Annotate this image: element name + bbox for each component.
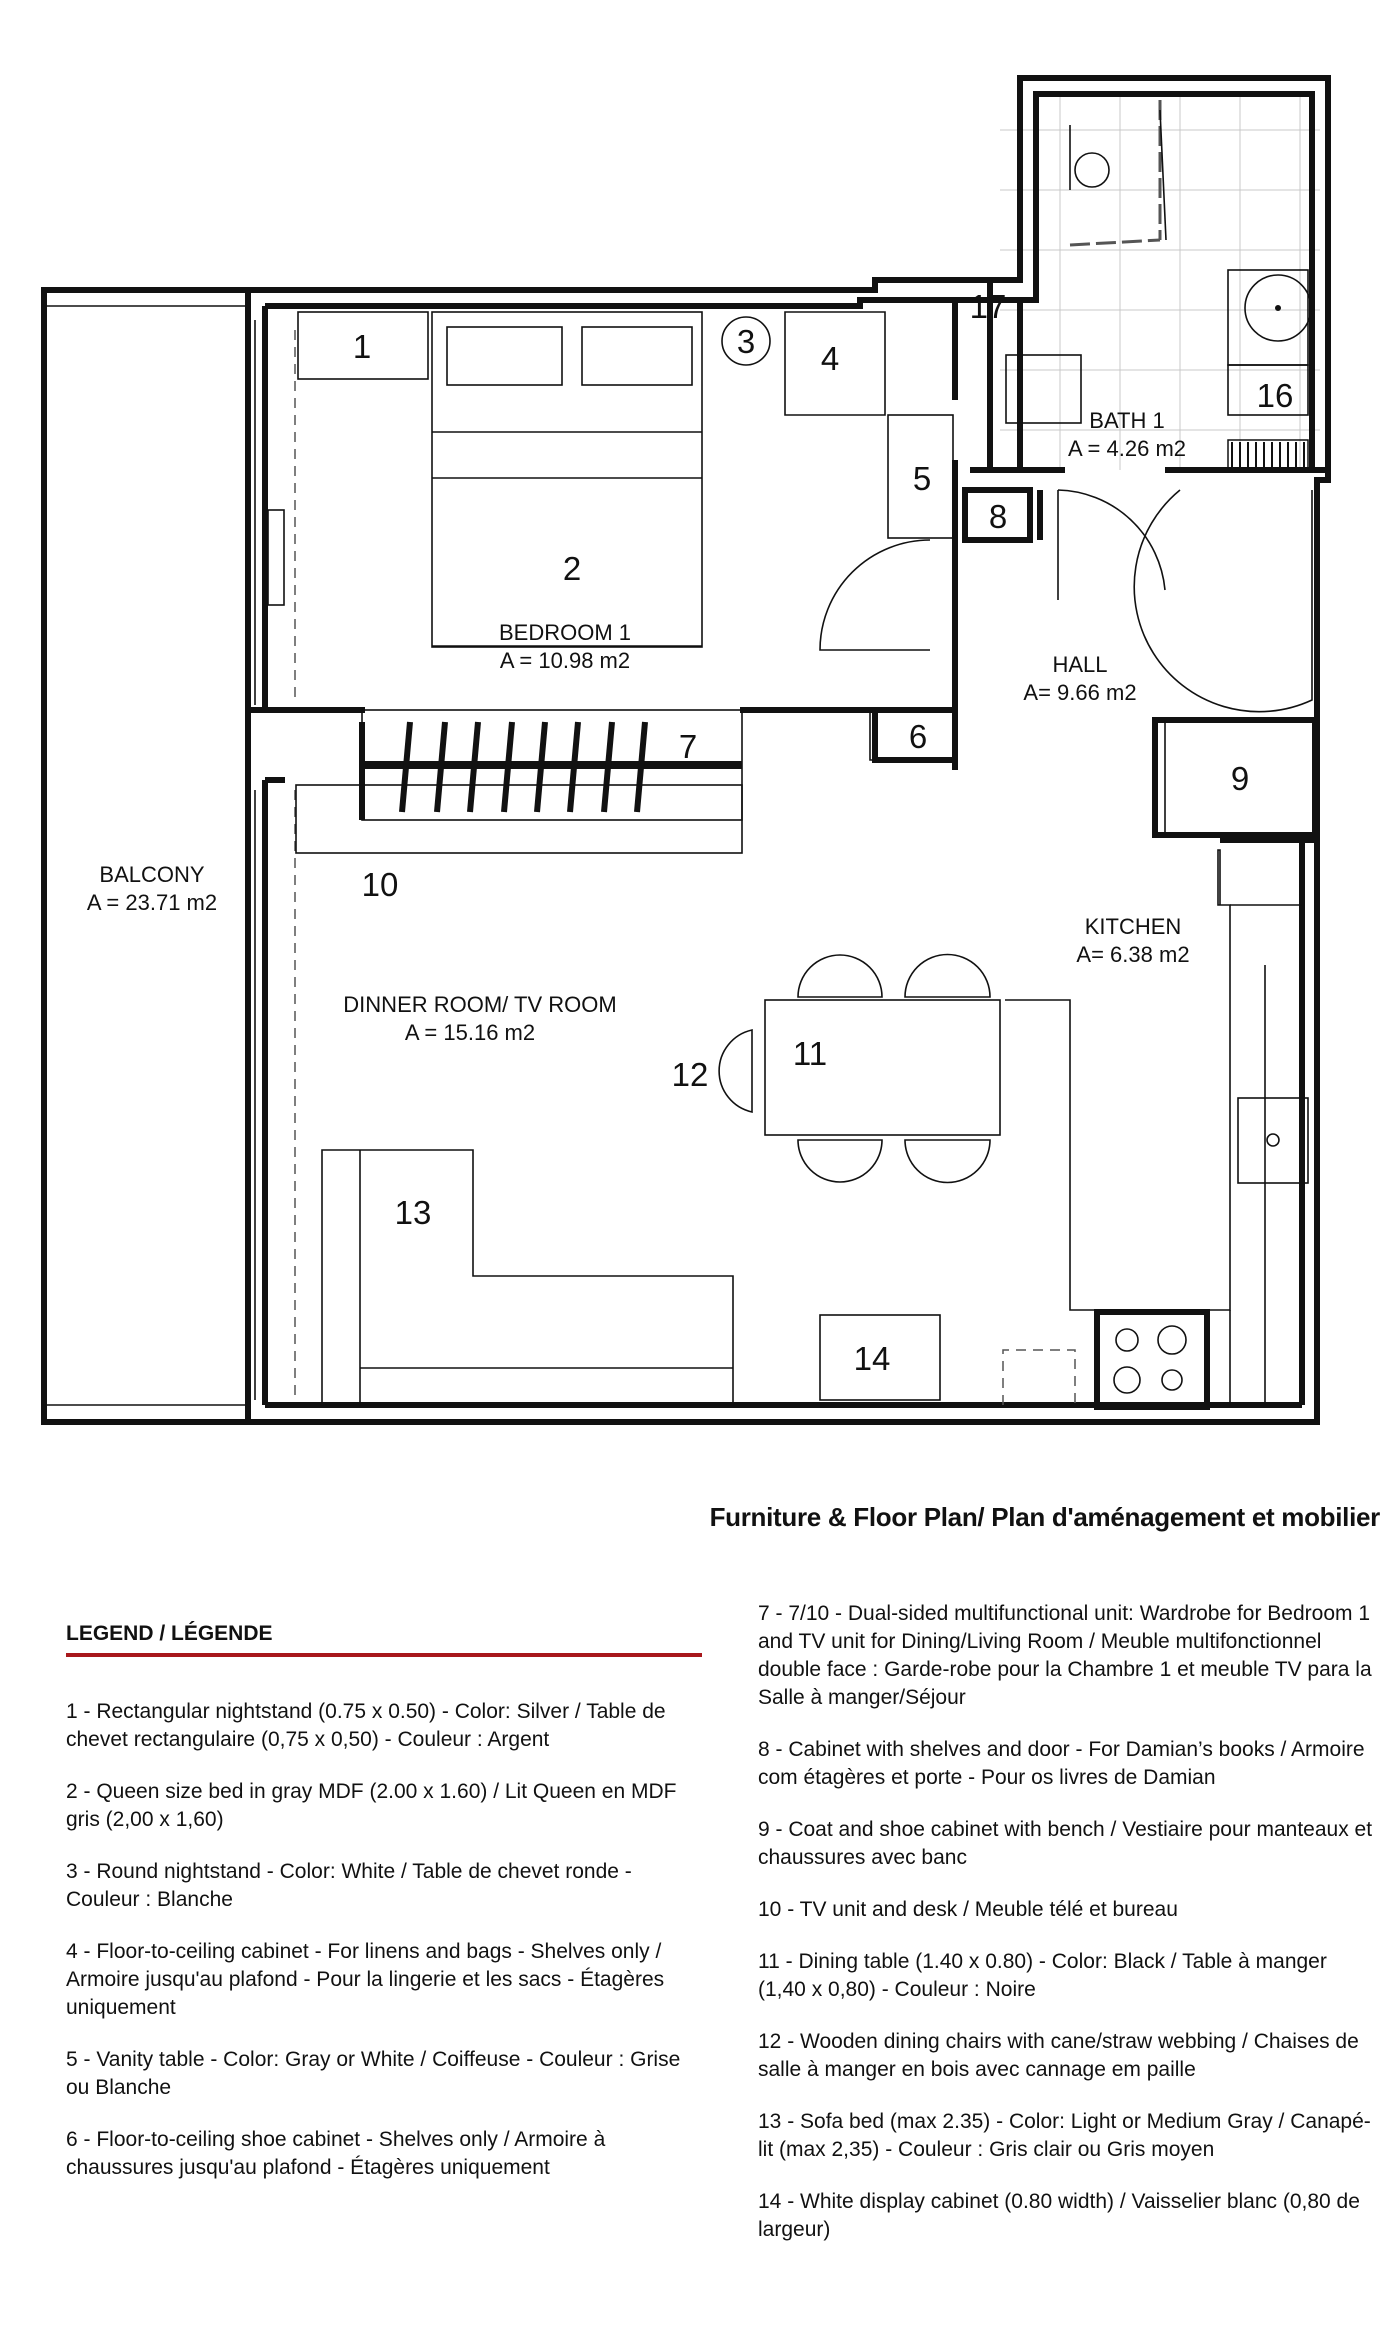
wardrobe-unit [362,710,742,820]
legend-item: 7 - 7/10 - Dual-sided multifunctional unit: Wardrobe for Bedroom 1 and TV unit for Dining/Living Room / Meuble multifonctionnel double face : Garde-robe pour la Chambre 1 et meuble TV para la Salle à manger/Séjour [758,1602,1372,1709]
bath-name: BATH 1 [1089,408,1165,433]
marker-11: 11 [792,1035,828,1072]
marker-8: 8 [988,498,1008,535]
marker-4: 4 [820,340,840,377]
legend-item: 1 - Rectangular nightstand (0.75 x 0.50) - Color: Silver / Table de chevet rectangulaire (0,75 x 0,50) - Couleur : Argent [66,1700,666,1751]
balcony-name: BALCONY [99,862,205,887]
marker-17: 17 [969,288,1007,325]
hall-area: A= 9.66 m2 [1023,680,1137,705]
marker-14: 14 [853,1340,891,1377]
marker-13: 13 [394,1194,432,1231]
marker-6: 6 [908,718,928,755]
marker-3: 3 [736,323,756,360]
balcony-area: A = 23.71 m2 [86,890,218,915]
legend-divider [66,1653,702,1657]
marker-7: 7 [678,728,698,765]
marker-9: 9 [1230,760,1250,797]
balcony-windows [255,320,295,1400]
legend-column-right [758,1600,1378,2268]
legend-item: 10 - TV unit and desk / Meuble télé et bureau [758,1898,1178,1921]
dining-area: A = 15.16 m2 [404,1020,536,1045]
bedroom-area: A = 10.98 m2 [499,648,631,673]
dining-name: DINNER ROOM/ TV ROOM [343,992,617,1017]
legend-item: 8 - Cabinet with shelves and door - For Damian’s books / Armoire com étagères et porte - Pour os livres de Damian [758,1738,1365,1789]
marker-10: 10 [361,866,399,903]
legend-item: 14 - White display cabinet (0.80 width) / Vaisselier blanc (0,80 de largeur) [758,2190,1360,2241]
plan-caption: Furniture & Floor Plan/ Plan d'aménagement et mobilier [709,1502,1380,1532]
balcony-outline [44,290,248,1422]
legend-item: 5 - Vanity table - Color: Gray or White / Coiffeuse - Couleur : Grise ou Blanche [66,2048,681,2099]
legend-item: 9 - Coat and shoe cabinet with bench / Vestiaire pour manteaux et chaussures avec banc [758,1818,1373,1869]
marker-2: 2 [562,550,582,587]
legend-column-left [66,1698,702,2206]
bedroom-name: BEDROOM 1 [498,620,632,645]
legend-item: 6 - Floor-to-ceiling shoe cabinet - Shelves only / Armoire à chaussures jusqu'au plafond - Étagères uniquement [66,2128,606,2179]
marker-1: 1 [352,328,372,365]
legend-item: 13 - Sofa bed (max 2.35) - Color: Light or Medium Gray / Canapé-lit (max 2,35) - Couleur : Gris clair ou Gris moyen [758,2110,1371,2161]
legend-item: 4 - Floor-to-ceiling cabinet - For linens and bags - Shelves only / Armoire jusqu'au plafond - Pour la lingerie et les sacs - Étagères uniquement [66,1940,665,2019]
legend-item: 3 - Round nightstand - Color: White / Table de chevet ronde - Couleur : Blanche [66,1860,632,1911]
kitchen-area: A= 6.38 m2 [1076,942,1190,967]
legend-item: 11 - Dining table (1.40 x 0.80) - Color: Black / Table à manger (1,40 x 0,80) - Couleur : Noire [758,1950,1327,2001]
marker-16: 16 [1256,377,1294,414]
legend-item: 2 - Queen size bed in gray MDF (2.00 x 1.60) / Lit Queen en MDF gris (2,00 x 1,60) [66,1780,677,1831]
marker-5: 5 [912,460,932,497]
legend-item: 12 - Wooden dining chairs with cane/straw webbing / Chaises de salle à manger en bois avec cannage em paille [758,2030,1359,2081]
kitchen-name: KITCHEN [1084,914,1182,939]
legend-title: LEGEND / LÉGENDE [66,1622,273,1645]
bath-area: A = 4.26 m2 [1067,436,1187,461]
marker-12: 12 [671,1056,709,1093]
hall-name: HALL [1052,652,1108,677]
